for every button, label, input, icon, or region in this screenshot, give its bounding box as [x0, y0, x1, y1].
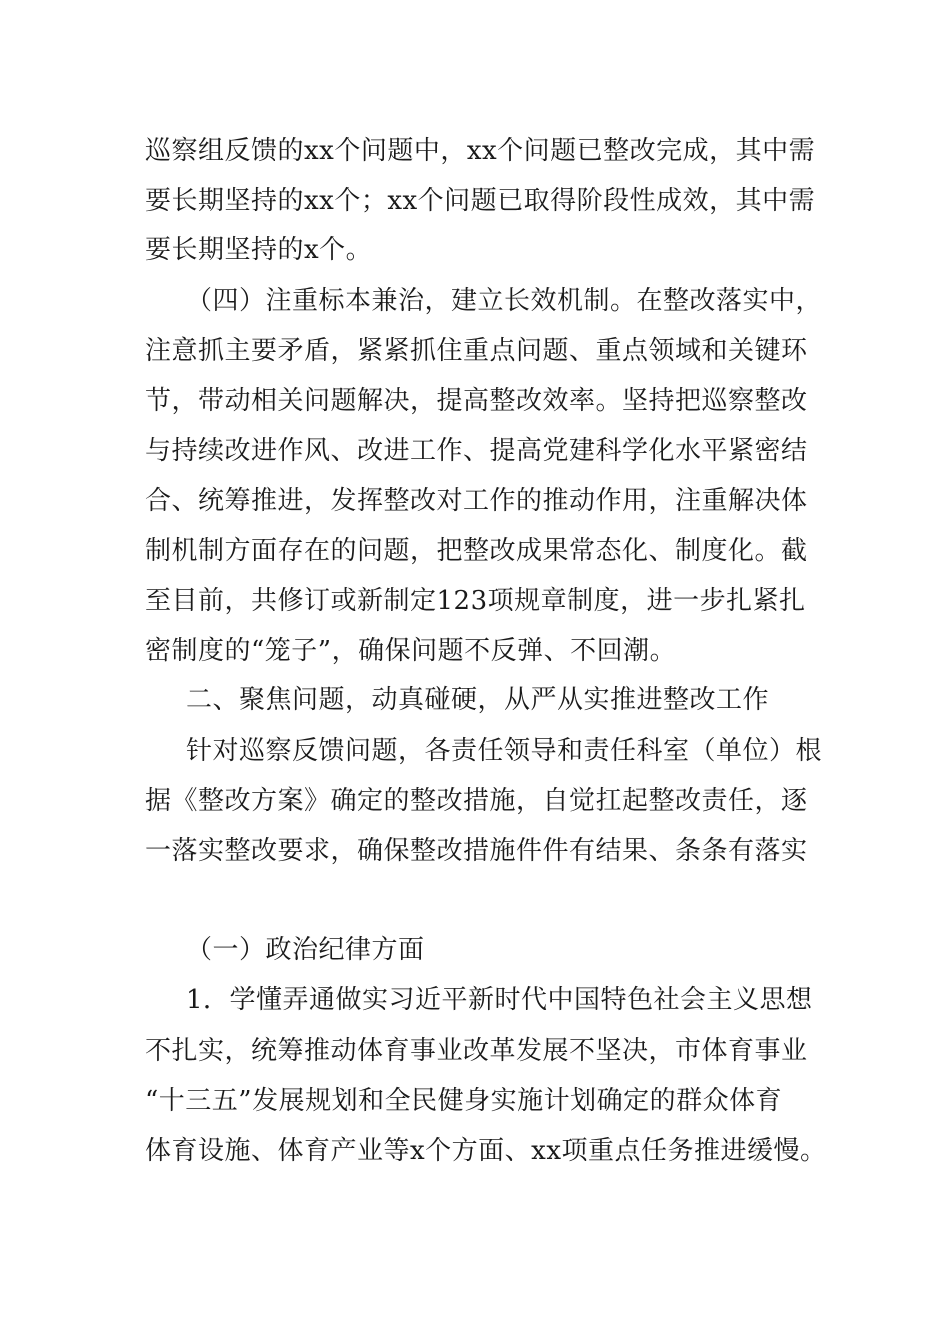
chapter-heading-2: 二、聚焦问题，动真碰硬，从严从实推进整改工作	[186, 685, 770, 715]
text-line: 要长期坚持的xx个；xx个问题已取得阶段性成效，其中需	[145, 186, 816, 216]
text-line: 节，带动相关问题解决，提高整改效率。坚持把巡察整改	[145, 386, 808, 416]
text-line: 不扎实，统筹推动体育事业改革发展不坚决，市体育事业	[145, 1036, 808, 1066]
text-line: 与持续改进作风、改进工作、提高党建科学化水平紧密结	[145, 436, 808, 466]
text-line: 体育设施、体育产业等x个方面、xx项重点任务推进缓慢。	[145, 1136, 827, 1166]
text-line: “十三五”发展规划和全民健身实施计划确定的群众体育	[145, 1086, 783, 1116]
text-line: 一落实整改要求，确保整改措施件件有结果、条条有落实	[145, 836, 808, 866]
section-heading-1: （一）政治纪律方面	[186, 935, 425, 965]
text-line: 密制度的“笼子”，确保问题不反弹、不回潮。	[145, 636, 677, 666]
text-line: 注意抓主要矛盾，紧紧抓住重点问题、重点领域和关键环	[145, 336, 808, 366]
section-heading-4: （四）注重标本兼治，建立长效机制。在整改落实中，	[186, 286, 823, 316]
numbered-item-1: 1．学懂弄通做实习近平新时代中国特色社会主义思想	[186, 985, 813, 1015]
text-line: 巡察组反馈的xx个问题中，xx个问题已整改完成，其中需	[145, 136, 816, 166]
text-line: 要长期坚持的x个。	[145, 235, 373, 265]
text-line: 据《整改方案》确定的整改措施，自觉扛起整改责任，逐	[145, 786, 808, 816]
text-line: 针对巡察反馈问题，各责任领导和责任科室（单位）根	[186, 736, 823, 766]
text-line: 合、统筹推进，发挥整改对工作的推动作用，注重解决体	[145, 486, 808, 516]
text-line: 至目前，共修订或新制定123项规章制度，进一步扎紧扎	[145, 586, 806, 616]
text-line: 制机制方面存在的问题，把整改成果常态化、制度化。截	[145, 536, 808, 566]
